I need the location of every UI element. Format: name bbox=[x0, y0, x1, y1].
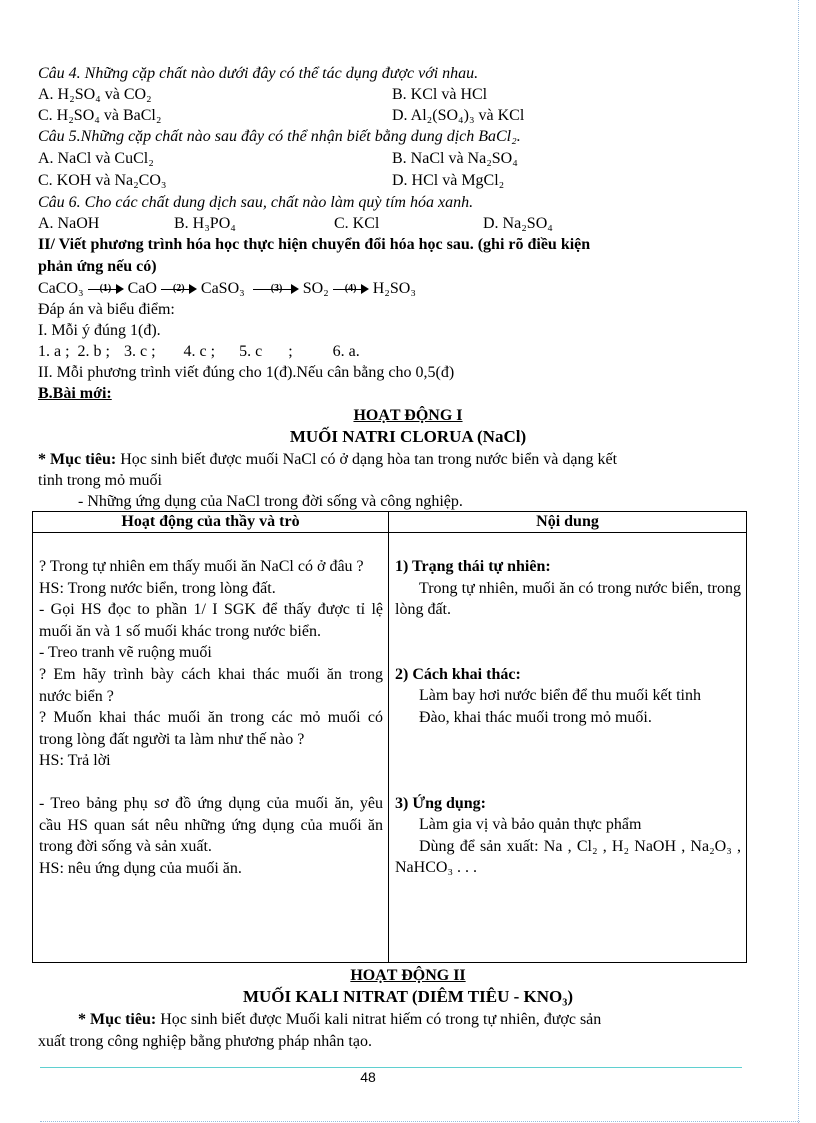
page-border-bottom bbox=[40, 1121, 800, 1122]
answer-item: 1. a ; bbox=[38, 343, 70, 360]
q6-option-c: C. KCl bbox=[334, 215, 380, 232]
section-natural-state: 1) Trạng thái tự nhiên: bbox=[395, 558, 551, 575]
q4-option-d: D. Al₂(SO₄)₃ và KCl bbox=[392, 107, 525, 124]
answer-nature: HS: Trong nước biển, trong lòng đất. bbox=[39, 579, 276, 597]
footer-divider bbox=[40, 1067, 742, 1068]
part2-heading-line2: phản ứng nếu có) bbox=[38, 258, 157, 275]
q6-option-d: D. Na₂SO₄ bbox=[483, 215, 553, 232]
reaction-chain bbox=[38, 279, 416, 299]
chain-compound: CaO bbox=[127, 280, 157, 297]
q4-option-a: A. H₂SO₄ và CO₂ bbox=[38, 86, 152, 103]
applications-text-1: Làm gia vị và bảo quản thực phẩm bbox=[419, 816, 642, 834]
chain-compound: CaSO₃ bbox=[200, 280, 245, 297]
objective-line-3: - Những ứng dụng của NaCl trong đời sống và công nghiệp. bbox=[78, 493, 463, 510]
page-border-right bbox=[798, 0, 799, 1123]
answers-title: Đáp án và biểu điểm: bbox=[38, 301, 175, 318]
chain-compound: SO₂ bbox=[302, 280, 329, 297]
objective-label: * Mục tiêu: bbox=[78, 1011, 157, 1028]
chain-compound: CaCO₃ bbox=[38, 280, 84, 297]
activity-2-objective-line-1 bbox=[78, 1010, 601, 1030]
content-cell bbox=[389, 533, 747, 963]
activity-2-title: HOẠT ĐỘNG II bbox=[350, 967, 466, 984]
hang-picture: - Treo tranh vẽ ruộng muối bbox=[39, 644, 212, 662]
q5-option-b: B. NaCl và Na₂SO₄ bbox=[392, 150, 518, 167]
answer-item: 2. b ; bbox=[77, 343, 110, 360]
question-exploit: ? Em hãy trình bày cách khai thác muối ăn trong nước biển ? bbox=[39, 665, 383, 705]
question-4: Câu 4. Những cặp chất nào dưới đây có thể tác dụng được với nhau. bbox=[38, 65, 479, 82]
q6-option-a: A. NaOH bbox=[38, 215, 100, 232]
answer-item: 3. c ; bbox=[124, 343, 156, 360]
activity-table bbox=[32, 511, 747, 963]
q5-option-a: A. NaCl và CuCl₂ bbox=[38, 150, 154, 167]
page-number: 48 bbox=[360, 1069, 376, 1085]
answers-part2: II. Mỗi phương trình viết đúng cho 1(đ).Nếu cân bằng cho 0,5(đ) bbox=[38, 364, 455, 381]
question-nature: ? Trong tự nhiên em thấy muối ăn NaCl có ở đâu ? bbox=[39, 558, 364, 575]
q4-option-c: C. H₂SO₄ và BaCl₂ bbox=[38, 107, 162, 124]
q6-option-b: B. H₃PO₄ bbox=[174, 215, 236, 232]
q4-option-b: B. KCl và HCl bbox=[392, 86, 488, 103]
objective-text: Học sinh biết được muối NaCl có ở dạng hòa tan trong nước biển và dạng kết bbox=[116, 451, 618, 468]
activity-2-objective-line-2: xuất trong công nghiệp bằng phương pháp nhân tạo. bbox=[38, 1033, 372, 1050]
objective-line-1 bbox=[38, 450, 617, 470]
natural-state-text: Trong tự nhiên, muối ăn có trong nước biển, trong lòng đất. bbox=[395, 579, 741, 619]
teacher-student-cell bbox=[33, 533, 389, 963]
lesson-label: B.Bài mới: bbox=[38, 385, 112, 402]
applications-text-2: Dùng để sản xuất: Na , Cl₂ , H₂ NaOH , Na₂O₃ , NaHCO₃ . . . bbox=[395, 837, 741, 877]
answers-part1: I. Mỗi ý đúng 1(đ). bbox=[38, 322, 161, 339]
answer-item: 4. c ; bbox=[183, 343, 216, 360]
q5-option-c: C. KOH và Na₂CO₃ bbox=[38, 172, 167, 189]
table-header-content: Nội dung bbox=[389, 512, 747, 533]
objective-text: Học sinh biết được Muối kali nitrat hiếm có trong tự nhiên, được sản bbox=[156, 1011, 602, 1028]
hang-board: - Treo bảng phụ sơ đồ ứng dụng của muối ăn, yêu cầu HS quan sát nêu những ứng dụng của muối ăn trong đời sống và sản xuất. bbox=[39, 794, 383, 856]
answer-item: 5. c bbox=[239, 343, 263, 360]
reaction-arrow-2: (2) bbox=[161, 283, 197, 295]
section-exploitation: 2) Cách khai thác: bbox=[395, 665, 521, 683]
activity-1-title: HOẠT ĐỘNG I bbox=[353, 407, 463, 424]
chain-compound: H₂SO₃ bbox=[372, 280, 416, 297]
section-applications: 3) Ứng dụng: bbox=[395, 794, 486, 812]
question-6: Câu 6. Cho các chất dung dịch sau, chất nào làm quỳ tím hóa xanh. bbox=[38, 194, 474, 211]
read-sgk: - Gọi HS đọc to phần 1/ I SGK để thấy được tỉ lệ muối ăn và 1 số muối khác trong nước biển. bbox=[39, 601, 383, 640]
exploitation-text-1: Làm bay hơi nước biển để thu muối kết tinh bbox=[419, 687, 701, 705]
answer-item: 6. a. bbox=[332, 343, 360, 360]
question-5: Câu 5.Những cặp chất nào sau đây có thể nhận biết bằng dung dịch BaCl₂. bbox=[38, 128, 521, 145]
part2-heading-line1: II/ Viết phương trình hóa học thực hiện chuyển đổi hóa học sau. (ghi rõ điều kiện bbox=[38, 236, 591, 253]
answers-list bbox=[38, 342, 360, 362]
q5-option-d: D. HCl và MgCl₂ bbox=[392, 172, 505, 189]
objective-line-2: tinh trong mỏ muối bbox=[38, 472, 162, 489]
reaction-arrow-4: (4) bbox=[333, 283, 369, 295]
reaction-arrow-1: (1) bbox=[88, 283, 124, 295]
student-answer: HS: Trả lời bbox=[39, 752, 111, 770]
student-uses: HS: nêu ứng dụng của muối ăn. bbox=[39, 859, 242, 877]
reaction-arrow-3: (3) bbox=[253, 283, 299, 295]
table-header-teacher: Hoạt động của thầy và trò bbox=[33, 512, 389, 533]
activity-1-subtitle: MUỐI NATRI CLORUA (NaCl) bbox=[289, 427, 527, 446]
objective-label: * Mục tiêu: bbox=[38, 451, 117, 468]
question-mine: ? Muốn khai thác muối ăn trong các mỏ muối có trong lòng đất người ta làm như thế nào ? bbox=[39, 709, 383, 748]
activity-2-subtitle: MUỐI KALI NITRAT (DIÊM TIÊU - KNO₃) bbox=[242, 987, 573, 1006]
answer-item: ; bbox=[288, 343, 293, 360]
exploitation-text-2: Đào, khai thác muối trong mỏ muối. bbox=[419, 708, 652, 726]
